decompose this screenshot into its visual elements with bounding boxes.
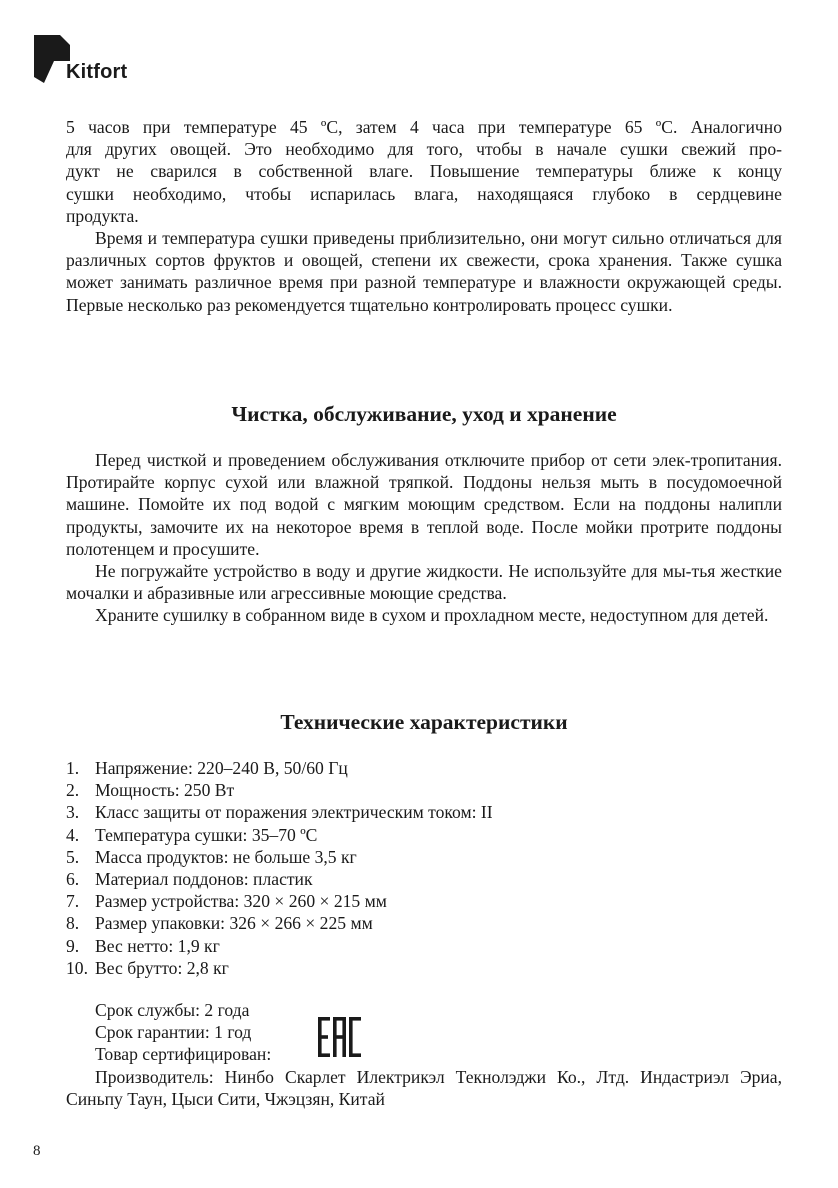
spec-number: 5. [66,846,80,867]
spec-number: 2. [66,780,80,801]
spec-number: 7. [66,891,80,912]
intro-line: дукт не сварился в собственной влаге. Повышение температуры ближе к концу [66,161,782,182]
spec-text: Температура сушки: 35–70 ºС [95,824,318,845]
spec-text: Масса продуктов: не больше 3,5 кг [95,846,357,867]
page-content [66,116,782,1110]
spec-number: 9. [66,935,80,956]
brand-name: Kitfort [66,61,128,83]
spec-text: Вес нетто: 1,9 кг [95,935,220,956]
spec-number: 1. [66,758,80,778]
manufacturer: Производитель: Нинбо Скарлет Илектрикэл Текнолэджи Ко., Лтд. Индастриэл Эриа, Синьпу Таун, Цыси Сити, Чжэцзян, Китай [66,1067,782,1110]
spec-text: Напряжение: 220–240 В, 50/60 Гц [95,758,348,778]
brand-logo [34,35,144,87]
spec-item [66,957,782,979]
spec-item [66,779,782,801]
warranty: Срок гарантии: 1 год [95,1022,252,1043]
cleaning-paragraph-1: Перед чисткой и проведением обслуживания отключите прибор от сети элек-тропитания. Протирайте корпус сухой или влажной тряпкой. Поддоны нельзя мыть в посудомоечной машине. Помойте их под водой с мягким моющим средством. Если на поддоны налипли продукты, замочите их на некоторое время в теплой воде. После мойки протрите поддоны полотенцем и просушите. [66,450,782,559]
spec-item [66,846,782,868]
spec-item [66,935,782,957]
cleaning-section [66,449,782,627]
section-title-cleaning: Чистка, обслуживание, уход и хранение [231,402,617,426]
spec-item [66,757,782,779]
spec-text: Размер устройства: 320 × 260 × 215 мм [95,891,387,912]
intro-paragraph-2: Время и температура сушки приведены приблизительно, они могут сильно отличаться для различных сортов фруктов и овощей, степени их свежести, срока хранения. Также сушка может занимать различное время при разной температуре и влажности окружающей среды. Первые несколько раз рекомендуется тщательно контролировать процесс сушки. [66,228,782,315]
spec-number: 4. [66,824,80,845]
spec-text: Размер упаковки: 326 × 266 × 225 мм [95,913,373,934]
spec-text: Вес брутто: 2,8 кг [95,957,229,978]
eac-certification-mark-icon [318,1017,362,1057]
spec-text: Мощность: 250 Вт [95,780,235,801]
intro-paragraph [66,116,782,227]
spec-item [66,801,782,823]
intro-line: для других овощей. Это необходимо для того, чтобы в начале сушки свежий про- [66,139,782,160]
spec-number: 3. [66,802,80,823]
spec-number: 8. [66,913,80,934]
spec-list [66,757,782,979]
page-number: 8 [33,1143,41,1159]
service-info [66,999,782,1066]
cleaning-paragraph-2: Не погружайте устройство в воду и другие жидкости. Не используйте для мы-тья жесткие мочалки и абразивные или агрессивные моющие средства. [66,561,782,604]
spec-text: Класс защиты от поражения электрическим током: II [95,802,493,823]
cleaning-paragraph-3: Храните сушилку в собранном виде в сухом и прохладном месте, недоступном для детей. [95,605,769,626]
certification: Товар сертифицирован: [95,1044,272,1065]
intro-line: продукта. [66,205,139,226]
section-title-specs: Технические характеристики [280,710,568,734]
spec-item [66,912,782,934]
spec-text: Материал поддонов: пластик [95,869,313,890]
kitfort-logo-mark-icon [34,35,70,87]
spec-item [66,868,782,890]
intro-line: сушки необходимо, чтобы испарилась влага, находящаяся глубоко в сердцевине [66,183,782,204]
service-life: Срок службы: 2 года [95,1000,250,1020]
intro-line: 5 часов при температуре 45 ºС, затем 4 часа при температуре 65 ºС. Аналогично [66,117,782,137]
spec-number: 6. [66,869,80,890]
spec-item [66,824,782,846]
spec-number: 10. [66,957,88,978]
spec-item [66,890,782,912]
